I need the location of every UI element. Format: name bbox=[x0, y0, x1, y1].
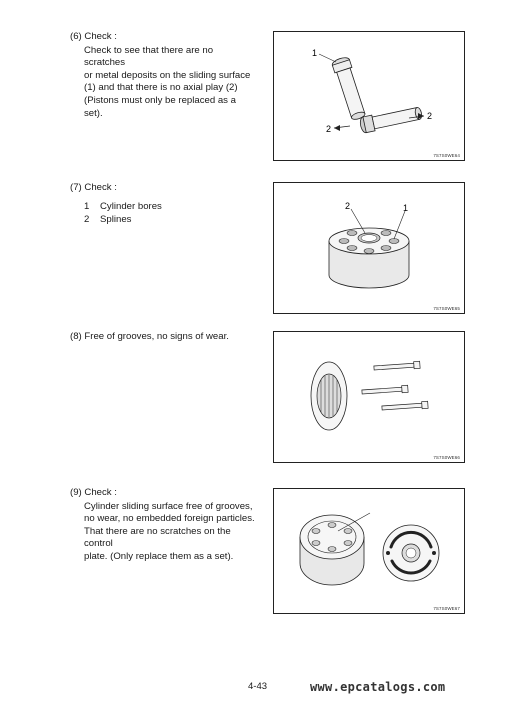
figure-code: 7S7S0WE64 bbox=[433, 153, 460, 158]
list-number: 1 bbox=[84, 200, 90, 212]
paragraph-line: (Pistons must only be replaced as a set). bbox=[84, 94, 236, 119]
section-8-text bbox=[70, 331, 260, 344]
callout-label: 1 bbox=[312, 48, 318, 58]
section-6-text bbox=[70, 31, 255, 120]
paragraph-line: or metal deposits on the sliding surface bbox=[84, 69, 251, 81]
spring-pins-illustration bbox=[274, 332, 464, 462]
callout-label: 2 bbox=[326, 124, 332, 134]
list-label: Splines bbox=[100, 214, 132, 226]
list-label: Cylinder bores bbox=[100, 200, 162, 212]
cylinder-block-figure bbox=[273, 182, 465, 314]
cylinder-block-illustration bbox=[274, 183, 464, 313]
list-item bbox=[84, 201, 255, 214]
figure-code: 7S7S0WE66 bbox=[433, 455, 460, 460]
paragraph-line: Check to see that there are no scratches bbox=[84, 44, 214, 69]
section-paragraph bbox=[70, 501, 255, 564]
section-7-text bbox=[70, 182, 255, 228]
section-heading: (9) Check : bbox=[70, 487, 117, 498]
section-9-text bbox=[70, 487, 255, 564]
control-plate-figure bbox=[273, 488, 465, 614]
numbered-list bbox=[70, 201, 255, 227]
figure-code: 7S7S0WE65 bbox=[433, 306, 460, 311]
section-heading: (7) Check : bbox=[70, 182, 117, 193]
watermark: www.epcatalogs.com bbox=[310, 680, 446, 694]
piston-lying bbox=[359, 105, 423, 134]
paragraph-line: plate. (Only replace them as a set). bbox=[84, 550, 234, 562]
piston-illustration bbox=[274, 32, 464, 160]
paragraph-line: That there are no scratches on the control bbox=[84, 525, 231, 550]
section-paragraph bbox=[70, 45, 255, 121]
section-heading: (6) Check : bbox=[70, 31, 117, 42]
callout-label: 1 bbox=[403, 203, 409, 213]
section-heading: (8) Free of grooves, no signs of wear. bbox=[70, 331, 229, 342]
spring-pins-figure bbox=[273, 331, 465, 463]
piston-upright bbox=[331, 56, 368, 121]
list-item bbox=[84, 214, 255, 227]
piston-figure bbox=[273, 31, 465, 161]
callout-label: 2 bbox=[345, 201, 351, 211]
page-number: 4-43 bbox=[248, 681, 268, 692]
paragraph-line: no wear, no embedded foreign particles. bbox=[84, 513, 255, 525]
list-number: 2 bbox=[84, 214, 90, 226]
control-plate-illustration bbox=[274, 489, 464, 613]
figure-code: 7S7S0WE67 bbox=[433, 606, 460, 611]
paragraph-line: Cylinder sliding surface free of grooves, bbox=[84, 500, 253, 512]
paragraph-line: (1) and that there is no axial play (2) bbox=[84, 82, 238, 94]
callout-label: 2 bbox=[427, 111, 433, 121]
